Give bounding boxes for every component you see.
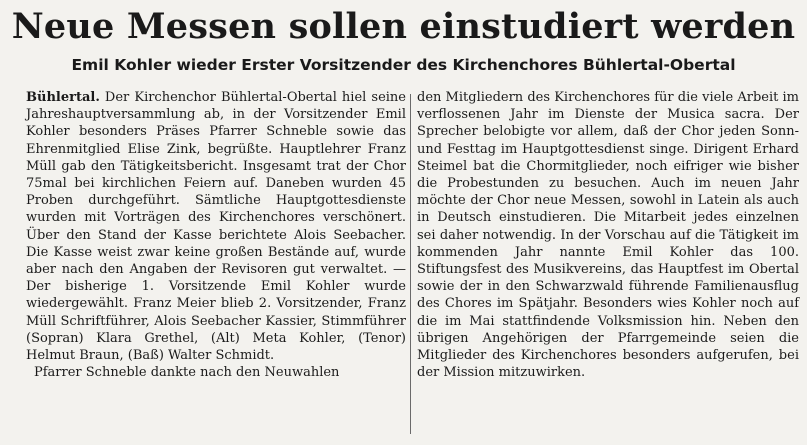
article-subheadline: Emil Kohler wieder Erster Vorsitzender des Kirchenchores Bühlertal-Obertal: [71, 56, 736, 74]
article-column-right: [417, 89, 799, 381]
article-dateline: Bühlertal.: [26, 90, 100, 105]
article-paragraph-text: Der Kirchenchor Bühlertal-Obertal hiel seine Jahreshauptversammlung ab, in der Vorsitzender Emil Kohler besonders Präses Pfarrer Schneble sowie das Ehrenmitglied Elise Zink, begrüßte. Hauptlehrer Franz Müll gab den Tätigkeitsbericht. Insgesamt trat der Chor 75mal bei kirchlichen Feiern auf. Daneben wurden 45 Proben durchgeführt. Sämtliche Hauptgottesdienste wurden mit Vorträgen des Kirchenchores verschönert. Über den Stand der Kasse berichtete Alois Seebacher. Die Kasse weist zwar keine großen Bestände auf, wurde aber nach den Angaben der Revisoren gut verwaltet. — Der bisherige 1. Vorsitzende Emil Kohler wurde wiedergewählt. Franz Meier blieb 2. Vorsitzender, Franz Müll Schriftführer, Alois Seebacher Kassier, Stimmführer (Sopran) Klara Grethel, (Alt) Meta Kohler, (Tenor) Helmut Braun, (Baß) Walter Schmidt.: [26, 90, 406, 364]
article-paragraph: [26, 89, 406, 364]
article-paragraph: Pfarrer Schneble dankte nach den Neuwahlen: [34, 365, 340, 381]
column-divider: [410, 94, 411, 434]
article-column-left: [26, 89, 406, 381]
article-headline: Neue Messen sollen einstudiert werden: [11, 6, 796, 47]
article-paragraph: den Mitgliedern des Kirchenchores für die viele Arbeit im verflossenen Jahr im Dienste der Musica sacra. Der Sprecher belobigte vor allem, daß der Chor jeden Sonn- und Festtag im Hauptgottesdienst singe. Dirigent Erhard Steimel bat die Chormitglieder, noch eifriger wie bisher die Probestunden zu besuchen. Auch im neuen Jahr möchte der Chor neue Messen, sowohl in Latein als auch in Deutsch einstudieren. Die Mitarbeit jedes einzelnen sei daher notwendig. In der Vorschau auf die Tätigkeit im kommenden Jahr nannte Emil Kohler das 100. Stiftungsfest des Musikvereins, das Hauptfest im Obertal sowie der in den Schwarzwald führende Familienausflug des Chores im Spätjahr. Besonders wies Kohler noch auf die im Mai stattfindende Volksmission hin. Neben den übrigen Angehörigen der Pfarrgemeinde seien die Mitglieder des Kirchenchores besonders aufgerufen, bei der Mission mitzuwirken.: [417, 90, 799, 381]
